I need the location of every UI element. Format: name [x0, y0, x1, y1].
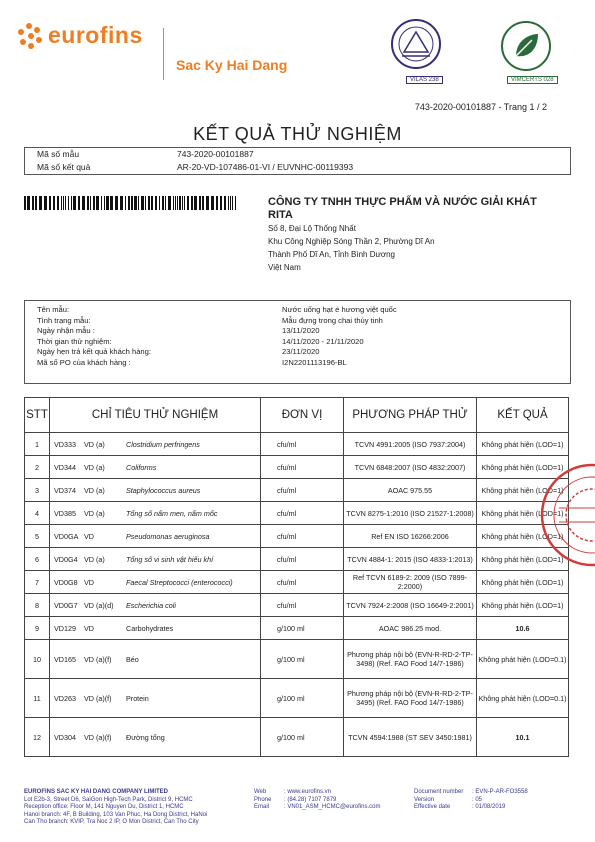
row-code: VD0G7 [54, 600, 78, 610]
row-stt: 1 [25, 433, 50, 456]
client-address-line: Việt Nam [268, 263, 301, 272]
footer-line: Lot E2b-3, Street D6, SaiGon High-Tech Park, District 9, HCMC [24, 796, 193, 803]
sample-value: Mẫu đựng trong chai thủy tinh [282, 315, 383, 325]
row-unit: cfu/ml [261, 433, 344, 456]
sample-label: Mã số PO của khách hàng : [37, 357, 131, 367]
document-reference: 743-2020-00101887 - Trang 1 / 2 [414, 102, 547, 112]
table-row [25, 433, 569, 456]
footer-doc-labels [414, 789, 472, 827]
row-code: VD0GA [54, 531, 79, 541]
header-unit: ĐƠN VỊ [261, 398, 344, 433]
header-method: PHƯƠNG PHÁP THỬ [344, 398, 477, 433]
sample-row [25, 305, 570, 316]
table-row [25, 502, 569, 525]
row-prefix: VD (a) [84, 508, 105, 518]
row-result: Không phát hiện (LOD=1) [477, 502, 569, 525]
footer-contact-labels [254, 789, 284, 827]
table-row [25, 479, 569, 502]
sample-value: Nước uống hạt é hương việt quốc [282, 305, 397, 314]
row-result: Không phát hiện (LOD=1) [477, 571, 569, 594]
row-stt: 8 [25, 594, 50, 617]
page-footer [24, 789, 569, 827]
row-indicator [50, 617, 261, 640]
row-code: VD0G4 [54, 554, 78, 564]
row-name: Clostridium perfringens [126, 439, 200, 449]
eurofins-logo [18, 22, 143, 49]
company-stamp-icon [537, 450, 595, 580]
row-method: TCVN 8275-1:2010 (ISO 21527-1:2008) [344, 502, 477, 525]
row-prefix: VD (a) [84, 462, 105, 472]
footer-line: EUROFINS SAC KY HAI DANG COMPANY LIMITED [24, 789, 169, 795]
row-stt: 9 [25, 617, 50, 640]
row-code: VD165 [54, 654, 76, 664]
row-result: 10.6 [477, 617, 569, 640]
row-stt: 4 [25, 502, 50, 525]
footer-email-link[interactable]: : VN01_ASM_HCMC@eurofins.com [284, 804, 381, 811]
footer-line: Reception office: Floor M, 141 Nguyen Du, District 1, HCMC [24, 804, 184, 811]
results-table [24, 397, 569, 757]
row-result: Không phát hiện (LOD=1) [477, 479, 569, 502]
row-unit: cfu/ml [261, 571, 344, 594]
accreditation-seal-icon [390, 18, 442, 70]
report-ids [24, 147, 571, 175]
footer-company [24, 789, 254, 827]
environment-seal-icon [500, 20, 552, 72]
row-unit: g/100 ml [261, 718, 344, 757]
row-method: AOAC 975.55 [344, 479, 477, 502]
row-unit: cfu/ml [261, 456, 344, 479]
row-unit: cfu/ml [261, 502, 344, 525]
sample-label: Ngày nhận mẫu : [37, 326, 95, 336]
sample-row [25, 337, 570, 348]
table-row [25, 617, 569, 640]
row-method: TCVN 4594:1988 (ST SEV 3450:1981) [344, 718, 477, 757]
row-stt: 10 [25, 640, 50, 679]
table-row [25, 456, 569, 479]
row-indicator [50, 548, 261, 571]
row-stt: 11 [25, 679, 50, 718]
row-code: VD385 [54, 508, 76, 518]
row-name: Carbohydrates [126, 623, 174, 633]
client-address-line: Khu Công Nghiệp Sóng Thần 2, Phường Dĩ An [268, 237, 435, 246]
row-unit: cfu/ml [261, 548, 344, 571]
footer-label: Web [254, 789, 267, 795]
sample-label: Ngày hẹn trả kết quả khách hàng: [37, 347, 151, 357]
row-name: Escherichia coli [126, 600, 176, 610]
row-method: Ref TCVN 6189-2: 2009 (ISO 7899-2:2000) [344, 571, 477, 594]
footer-phone: : (84.28) 7107 7879 [284, 796, 337, 803]
row-indicator [50, 679, 261, 718]
row-stt: 12 [25, 718, 50, 757]
row-name: Protein [126, 693, 149, 703]
footer-web-link[interactable]: : www.eurofins.vn [284, 789, 332, 795]
row-stt: 2 [25, 456, 50, 479]
footer-label: Version [414, 796, 435, 803]
footer-line: Can Tho branch: KVIP, Tra Noc 2 IP, O Mon District, Can Tho City [24, 819, 199, 826]
sample-row [25, 358, 570, 369]
id-value: 743-2020-00101887 [177, 149, 254, 159]
brand-name: Sac Ky Hai Dang [176, 57, 288, 73]
row-method: TCVN 7924-2:2008 (ISO 16649-2:2001) [344, 594, 477, 617]
row-code: VD0G8 [54, 577, 78, 587]
row-stt: 3 [25, 479, 50, 502]
sample-value: I2N2201113196-BL [282, 357, 347, 367]
row-code: VD129 [54, 623, 76, 633]
sample-row [25, 347, 570, 358]
row-result: Không phát hiện (LOD=1) [477, 525, 569, 548]
row-result: Không phát hiện (LOD=1) [477, 456, 569, 479]
row-code: VD304 [54, 732, 76, 742]
table-row [25, 640, 569, 679]
row-indicator [50, 718, 261, 757]
row-indicator [50, 502, 261, 525]
row-prefix: VD [84, 531, 94, 541]
row-unit: cfu/ml [261, 525, 344, 548]
header-indicator: CHỈ TIÊU THỬ NGHIỆM [50, 398, 261, 433]
sample-value: 13/11/2020 [282, 326, 320, 336]
footer-label: Phone [254, 796, 272, 803]
client-block [268, 196, 558, 274]
row-prefix: VD (a) [84, 485, 105, 495]
logo-text: eurofins [48, 22, 143, 48]
table-row [25, 525, 569, 548]
row-unit: g/100 ml [261, 640, 344, 679]
table-row [25, 718, 569, 757]
row-prefix: VD (a)(f) [84, 693, 112, 703]
footer-line: Hanoi branch: 4F, B Building, 103 Van Phuc, Ha Dong District, HaNoi [24, 811, 208, 818]
row-method: Ref EN ISO 16266:2006 [344, 525, 477, 548]
row-unit: cfu/ml [261, 479, 344, 502]
row-name: Pseudomonas aeruginosa [126, 531, 210, 541]
table-header-row [25, 398, 569, 433]
header-stt: STT [25, 398, 50, 433]
row-result: Không phát hiện (LOD=1) [477, 594, 569, 617]
id-row [25, 161, 570, 174]
row-unit: g/100 ml [261, 679, 344, 718]
row-indicator [50, 433, 261, 456]
row-unit: g/100 ml [261, 617, 344, 640]
sample-value: 14/11/2020 - 21/11/2020 [282, 336, 364, 346]
row-prefix: VD (a)(f) [84, 732, 112, 742]
header-result: KẾT QUẢ [477, 398, 569, 433]
row-name: Đường tổng [126, 732, 165, 742]
row-prefix: VD (a) [84, 439, 105, 449]
row-name: Béo [126, 654, 139, 664]
row-result: Không phát hiện (LOD=1) [477, 433, 569, 456]
footer-label: Document number [414, 789, 464, 795]
row-indicator [50, 571, 261, 594]
row-indicator [50, 640, 261, 679]
footer-value: : EVN-P-AR-FO3558 [472, 789, 528, 795]
barcode [24, 196, 236, 210]
seal-right-caption: VIMCERTS 028 [507, 76, 558, 84]
row-name: Tổng số vi sinh vật hiếu khí [126, 554, 214, 564]
row-prefix: VD (a) [84, 554, 105, 564]
row-method: Phương pháp nội bộ (EVN-R-RD-2-TP-3498) (Ref. FAO Food 14/7-1986) [344, 640, 477, 679]
sample-value: 23/11/2020 [282, 347, 320, 357]
id-label: Mã số kết quả [37, 162, 91, 172]
row-prefix: VD [84, 623, 94, 633]
row-result: Không phát hiện (LOD=0.1) [477, 640, 569, 679]
sample-row [25, 316, 570, 327]
header-divider [163, 28, 164, 80]
row-indicator [50, 594, 261, 617]
row-stt: 7 [25, 571, 50, 594]
row-method: AOAC 986.25 mod. [344, 617, 477, 640]
sample-row [25, 326, 570, 337]
row-code: VD374 [54, 485, 76, 495]
table-row [25, 571, 569, 594]
row-result: Không phát hiện (LOD=1) [477, 548, 569, 571]
row-prefix: VD (a)(f) [84, 654, 112, 664]
footer-label: Email [254, 804, 270, 811]
row-method: TCVN 4991:2005 (ISO 7937:2004) [344, 433, 477, 456]
row-code: VD263 [54, 693, 76, 703]
row-indicator [50, 456, 261, 479]
row-result: 10.1 [477, 718, 569, 757]
client-name: CÔNG TY TNHH THỰC PHẨM VÀ NƯỚC GIẢI KHÁT RITA [268, 196, 537, 221]
sample-label: Thời gian thử nghiệm: [37, 336, 112, 346]
footer-doc-values [472, 789, 569, 827]
id-value: AR-20-VD-107486-01-VI / EUVNHC-00119393 [177, 162, 354, 172]
seal-left-caption: VILAS 238 [406, 76, 443, 84]
row-code: VD344 [54, 462, 76, 472]
page-title: KẾT QUẢ THỬ NGHIỆM [193, 124, 402, 144]
sample-label: Tên mẫu: [37, 305, 70, 314]
row-name: Staphylococcus aureus [126, 485, 201, 495]
row-code: VD333 [54, 439, 76, 449]
row-prefix: VD [84, 577, 94, 587]
table-row [25, 594, 569, 617]
footer-value: : 01/08/2019 [472, 804, 506, 811]
row-result: Không phát hiện (LOD=0.1) [477, 679, 569, 718]
client-address-line: Thành Phố Dĩ An, Tỉnh Bình Dương [268, 250, 395, 259]
row-method: Phương pháp nội bộ (EVN-R-RD-2-TP-3495) (Ref. FAO Food 14/7-1986) [344, 679, 477, 718]
sample-label: Tình trạng mẫu: [37, 315, 91, 325]
row-indicator [50, 525, 261, 548]
eurofins-dots-icon [18, 23, 44, 49]
row-indicator [50, 479, 261, 502]
row-name: Faecal Streptococci (enterococci) [126, 577, 233, 587]
footer-label: Effective date [414, 804, 451, 811]
sample-info [24, 300, 571, 384]
table-row [25, 548, 569, 571]
row-method: TCVN 4884-1: 2015 (ISO 4833-1:2013) [344, 548, 477, 571]
row-unit: cfu/ml [261, 594, 344, 617]
footer-contact-values [284, 789, 414, 827]
row-stt: 6 [25, 548, 50, 571]
row-name: Coliforms [126, 462, 157, 472]
client-address-line: Số 8, Đại Lộ Thống Nhất [268, 224, 356, 233]
table-row [25, 679, 569, 718]
footer-value: : 05 [472, 796, 483, 803]
row-stt: 5 [25, 525, 50, 548]
id-label: Mã số mẫu [37, 149, 80, 159]
id-row [25, 148, 570, 161]
row-name: Tổng số nấm men, nấm mốc [126, 508, 218, 518]
row-method: TCVN 6848:2007 (ISO 4832:2007) [344, 456, 477, 479]
row-prefix: VD (a)(d) [84, 600, 114, 610]
